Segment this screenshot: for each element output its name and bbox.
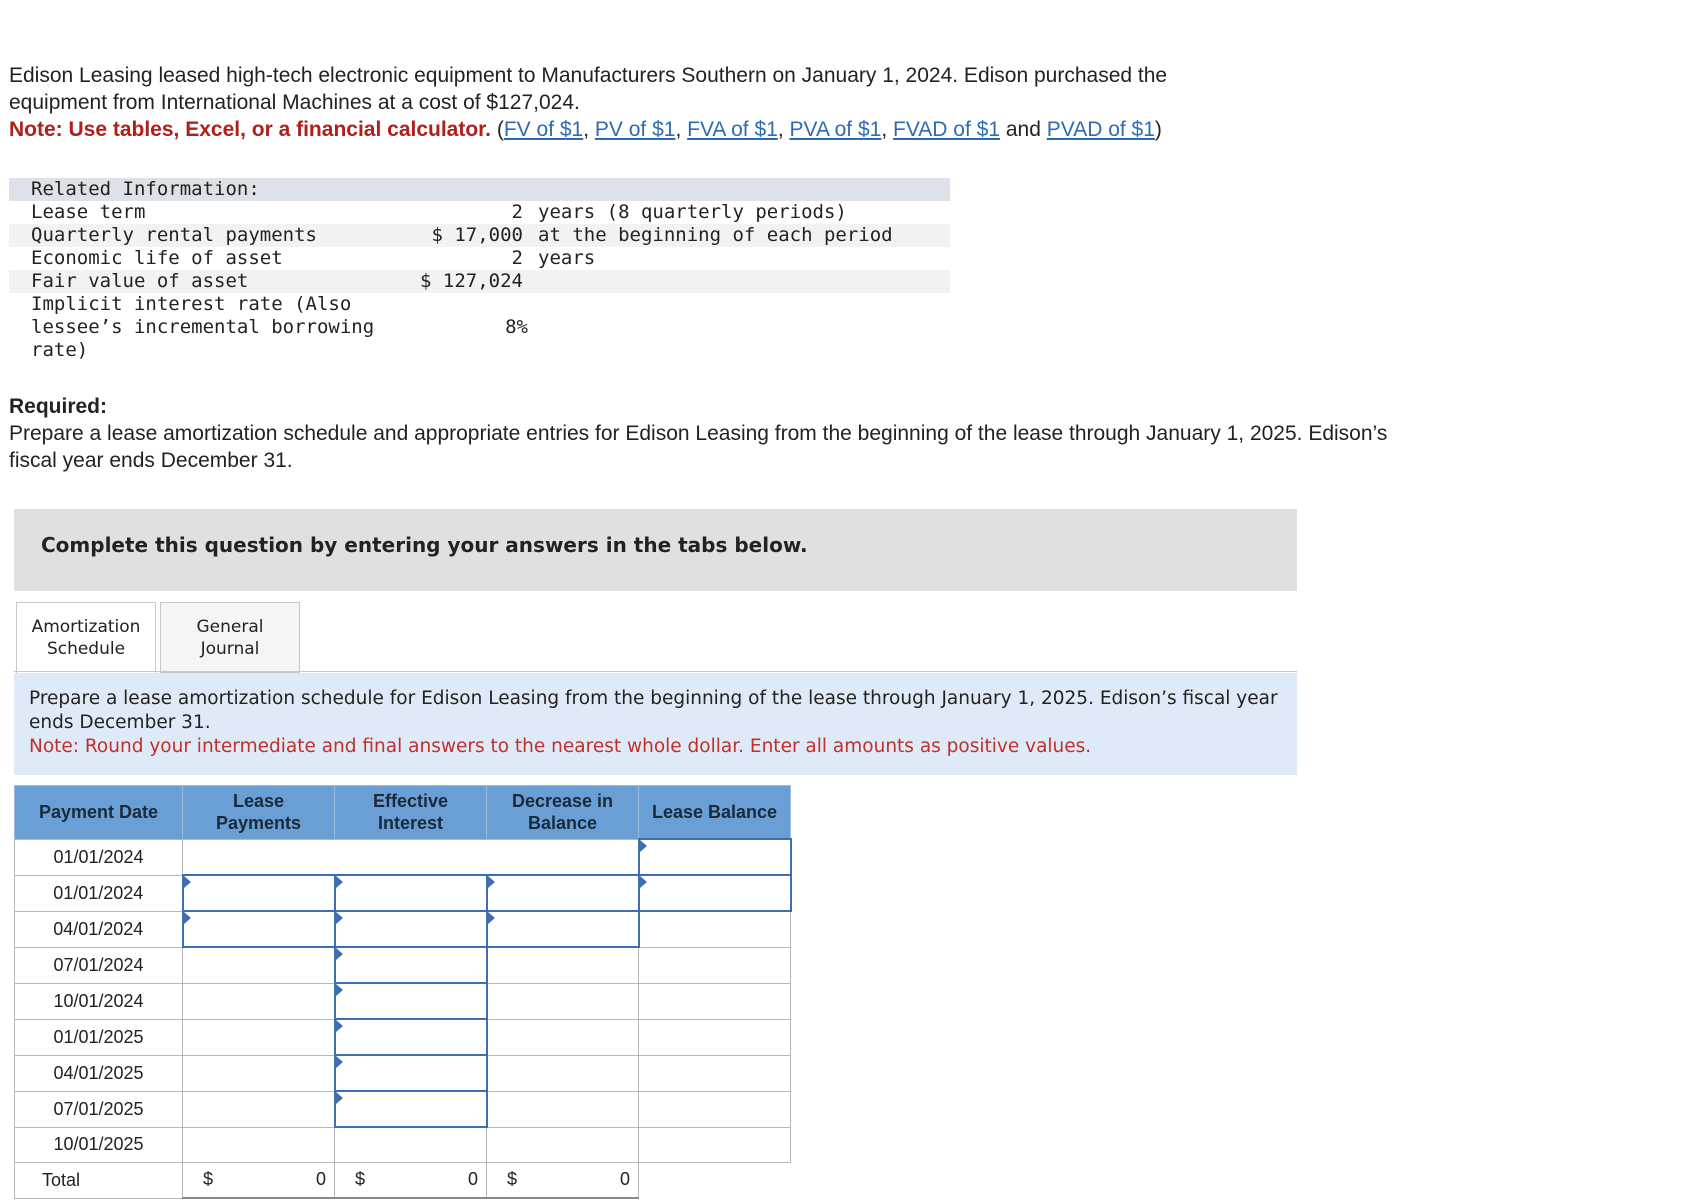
related-information-table: [9, 178, 950, 362]
tab-amortization-schedule[interactable]: Amortization Schedule: [16, 602, 156, 673]
info-value: $ 17,000: [431, 224, 523, 246]
empty-cell: [639, 1055, 791, 1091]
table-header-row: [15, 786, 791, 840]
info-desc: at the beginning of each period: [538, 224, 893, 246]
empty-cell: [183, 947, 335, 983]
link-fva[interactable]: FVA of $1: [687, 118, 778, 141]
note-line: Note: Use tables, Excel, or a financial calculator. (FV of $1, PV of $1, FVA of $1, PVA of $1, FVAD of $1 and PVAD of $1): [9, 118, 1162, 141]
info-row: [9, 201, 950, 224]
instructions-note: Note: Round your intermediate and final answers to the nearest whole dollar. Enter all amounts as positive values.: [29, 736, 1092, 757]
table-total-row: [15, 1163, 791, 1199]
table-row: [15, 911, 791, 947]
empty-cell: [183, 983, 335, 1019]
intro-line-1: Edison Leasing leased high-tech electronic equipment to Manufacturers Southern on January 1, 2024. Edison purchased the: [9, 64, 1168, 87]
table-row: [15, 1127, 791, 1163]
empty-cell: [183, 1091, 335, 1127]
empty-cell: [183, 839, 639, 875]
link-fvad[interactable]: FVAD of $1: [893, 118, 1001, 141]
table-row: [15, 875, 791, 911]
effective-interest-input[interactable]: [335, 911, 487, 947]
info-desc: years (8 quarterly periods): [538, 201, 847, 223]
table-row: [15, 1019, 791, 1055]
note-label: Note: Use tables, Excel, or a financial calculator.: [9, 118, 492, 141]
payment-date: 07/01/2025: [15, 1091, 183, 1127]
empty-cell: [487, 1091, 639, 1127]
effective-interest-input[interactable]: [335, 1091, 487, 1127]
info-header-row: [9, 178, 950, 201]
empty-cell: [639, 1163, 791, 1199]
effective-interest-input[interactable]: [335, 947, 487, 983]
empty-cell: [487, 983, 639, 1019]
info-row: [9, 224, 950, 247]
decrease-in-balance-input[interactable]: [487, 875, 639, 911]
decrease-in-balance-input[interactable]: [487, 911, 639, 947]
col-header-lease-payments: Lease Payments: [183, 786, 335, 840]
total-decrease-in-balance: $ 0: [487, 1163, 639, 1199]
total-effective-interest: $ 0: [335, 1163, 487, 1199]
payment-date: 01/01/2024: [15, 875, 183, 911]
info-label: Lease term: [31, 201, 146, 223]
empty-cell: [487, 947, 639, 983]
empty-cell: [335, 1127, 487, 1163]
payment-date: 01/01/2024: [15, 839, 183, 875]
banner-text: Complete this question by entering your answers in the tabs below.: [41, 533, 808, 557]
table-row: [15, 947, 791, 983]
link-pv[interactable]: PV of $1: [594, 118, 676, 141]
lease-balance-input[interactable]: [639, 875, 791, 911]
payment-date: 10/01/2025: [15, 1127, 183, 1163]
total-label: Total: [15, 1163, 183, 1199]
empty-cell: [487, 1127, 639, 1163]
info-label: Quarterly rental payments: [31, 224, 317, 246]
empty-cell: [639, 1091, 791, 1127]
info-value: 2: [511, 201, 523, 223]
empty-cell: [183, 1019, 335, 1055]
link-fv[interactable]: FV of $1: [503, 118, 584, 141]
and-word: and: [1005, 118, 1041, 141]
tab-general-journal[interactable]: General Journal: [160, 602, 300, 673]
empty-cell: [639, 983, 791, 1019]
lease-payment-input[interactable]: [183, 875, 335, 911]
empty-cell: [183, 1055, 335, 1091]
col-header-payment-date: Payment Date: [15, 786, 183, 840]
payment-date: 07/01/2024: [15, 947, 183, 983]
info-row-rate: [9, 293, 950, 362]
payment-date: 01/01/2025: [15, 1019, 183, 1055]
empty-cell: [639, 1127, 791, 1163]
info-label: Economic life of asset: [31, 247, 283, 269]
empty-cell: [487, 1019, 639, 1055]
payment-date: 04/01/2024: [15, 911, 183, 947]
rate-value: 8%: [505, 316, 528, 338]
table-row: [15, 983, 791, 1019]
col-header-decrease-in-balance: Decrease in Balance: [487, 786, 639, 840]
info-row: [9, 247, 950, 270]
empty-cell: [183, 1127, 335, 1163]
empty-cell: [487, 1055, 639, 1091]
info-header: Related Information:: [31, 178, 260, 200]
info-value: $ 127,024: [420, 270, 523, 292]
effective-interest-input[interactable]: [335, 1055, 487, 1091]
rate-label: Implicit interest rate (Also lessee’s incremental borrowing rate): [31, 293, 375, 361]
info-desc: years: [538, 247, 596, 269]
col-header-effective-interest: Effective Interest: [335, 786, 487, 840]
tab-divider: [14, 671, 1297, 672]
table-row: [15, 1055, 791, 1091]
payment-date: 10/01/2024: [15, 983, 183, 1019]
lease-payment-input[interactable]: [183, 911, 335, 947]
instruction-banner: [14, 509, 1297, 591]
empty-cell: [639, 947, 791, 983]
problem-intro: [9, 62, 1329, 143]
info-label: Fair value of asset: [31, 270, 249, 292]
instructions-text: Prepare a lease amortization schedule for Edison Leasing from the beginning of the lease through January 1, 2025. Edison’s fiscal year ends December 31.: [29, 688, 1278, 733]
table-row: [15, 839, 791, 875]
amortization-table: [14, 785, 792, 1199]
link-pva[interactable]: PVA of $1: [789, 118, 882, 141]
payment-date: 04/01/2025: [15, 1055, 183, 1091]
effective-interest-input[interactable]: [335, 983, 487, 1019]
effective-interest-input[interactable]: [335, 875, 487, 911]
required-text: Prepare a lease amortization schedule and appropriate entries for Edison Leasing from the beginning of the lease through January 1, 2025. Edison’s fiscal year ends December 31.: [9, 422, 1388, 472]
required-section: [9, 393, 1429, 474]
link-pvad[interactable]: PVAD of $1: [1046, 118, 1155, 141]
tab-instructions: [14, 673, 1297, 775]
intro-line-2: equipment from International Machines at a cost of $127,024.: [9, 91, 580, 114]
total-lease-payments: $ 0: [183, 1163, 335, 1199]
info-value: 2: [511, 247, 523, 269]
empty-cell: [639, 1019, 791, 1055]
lease-balance-input[interactable]: [639, 839, 791, 875]
empty-cell: [639, 911, 791, 947]
info-row: [9, 270, 950, 293]
required-title: Required:: [9, 395, 108, 418]
col-header-lease-balance: Lease Balance: [639, 786, 791, 840]
effective-interest-input[interactable]: [335, 1019, 487, 1055]
table-row: [15, 1091, 791, 1127]
